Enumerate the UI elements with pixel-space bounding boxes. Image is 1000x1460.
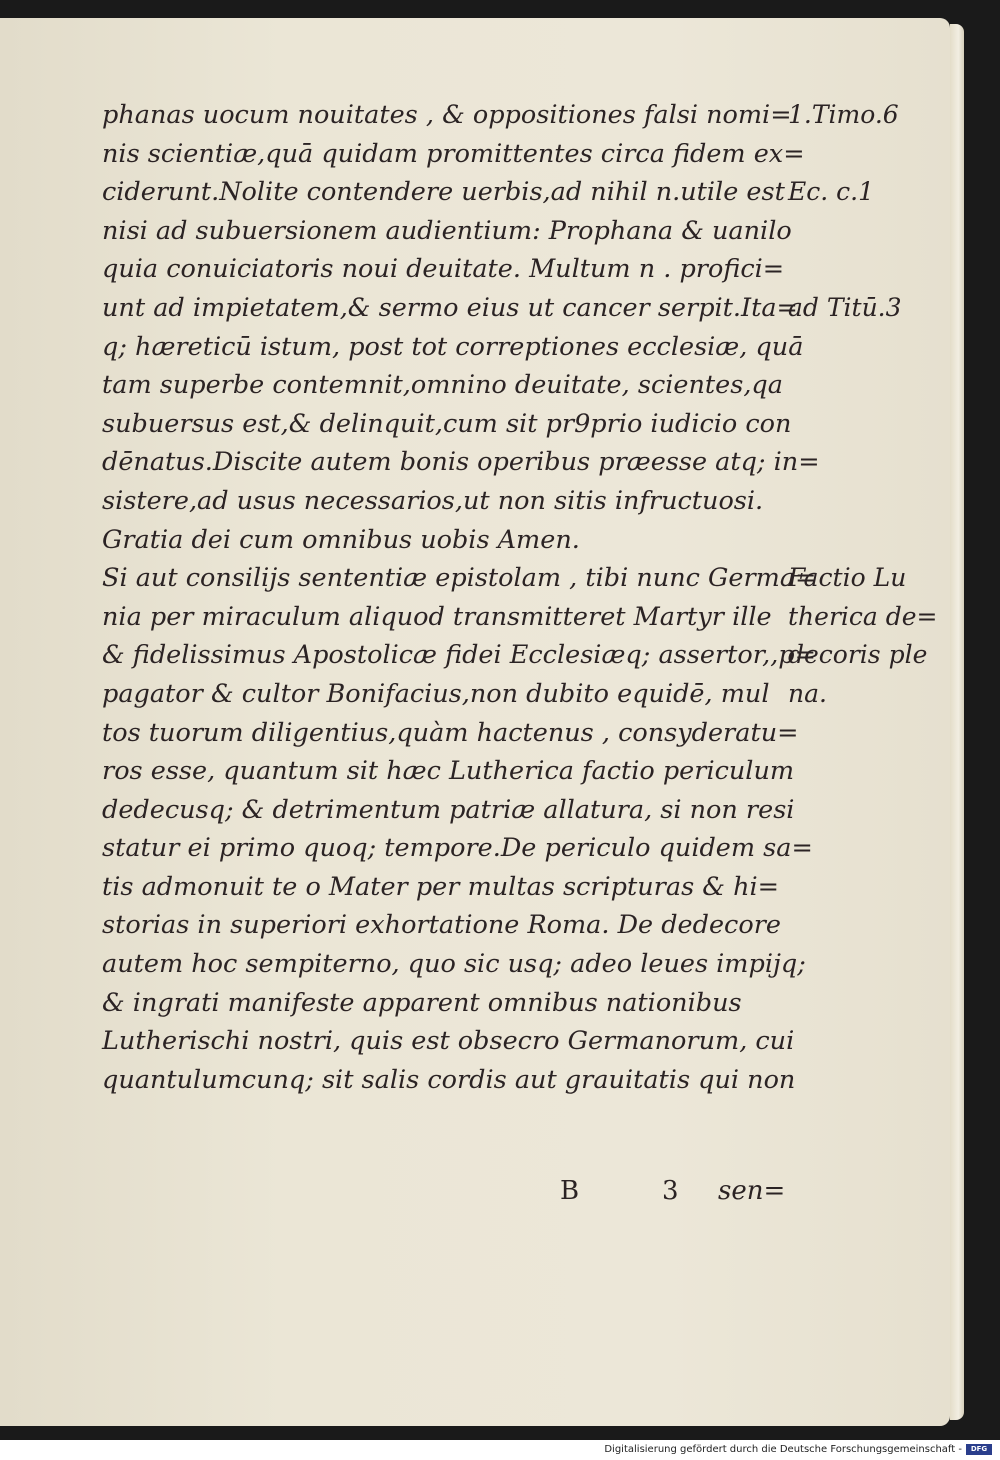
margin-note: Ec. c.1 [788, 177, 874, 207]
text-line: quia conuiciatoris noui deuitate. Multum n . profici= [102, 254, 785, 285]
margin-note: ad Titū.3 [788, 293, 902, 322]
text-line: quantulumcunq; sit salis cordis aut grauitatis qui non [102, 1064, 796, 1095]
catchword: sen= [718, 1176, 786, 1206]
margin-note: 1.Timo.6 [788, 100, 899, 129]
text-line: q; hæreticū istum, post tot correptiones ecclesiæ, quā [102, 331, 804, 362]
text-line: unt ad impietatem,& sermo eius ut cancer serpit.Ita= [102, 292, 798, 323]
page-edge [950, 24, 964, 1420]
dfg-logo-icon: DFG [966, 1444, 992, 1455]
margin-note: therica de= [788, 601, 938, 631]
signature-number: 3 [662, 1176, 679, 1206]
text-line: & fidelissimus Apostolicæ fidei Ecclesiæq; assertor,,p= [102, 640, 816, 671]
text-line: tis admonuit te o Mater per multas scripturas & hi= [102, 871, 780, 902]
text-line: Si aut consilijs sententiæ epistolam , tibi nunc Germa= [102, 563, 817, 594]
signature-mark: B [560, 1176, 580, 1206]
text-line: storias in superiori exhortatione Roma. De dedecore [102, 910, 781, 941]
text-line: nisi ad subuersionem audientium: Prophana & uanilo [102, 215, 792, 246]
credit-bar [0, 1440, 1000, 1460]
margin-note: decoris ple [788, 640, 928, 670]
text-line: phanas uocum nouitates , & oppositiones falsi nomi= [102, 100, 792, 130]
text-line: nis scientiæ,quā quidam promittentes circa fidem ex= [102, 138, 805, 169]
margin-note: Factio Lu [788, 563, 907, 593]
text-line: Gratia dei cum omnibus uobis Amen. [102, 524, 580, 555]
text-line: sistere,ad usus necessarios,ut non sitis infructuosi. [102, 485, 764, 516]
credit-text: Digitalisierung gefördert durch die Deutsche Forschungsgemeinschaft - [604, 1444, 962, 1455]
text-line: subuersus est,& delinquit,cum sit pr9prio iudicio con [102, 408, 792, 439]
text-line: & ingrati manifeste apparent omnibus nationibus [102, 987, 742, 1018]
margin-note: na. [788, 679, 827, 708]
text-line: nia per miraculum aliquod transmitteret Martyr ille [102, 601, 772, 632]
text-line: tos tuorum diligentius,quàm hactenus , consyderatu= [102, 717, 799, 748]
text-line: ciderunt.Nolite contendere uerbis,ad nihil n.utile est [102, 177, 785, 208]
text-line: pagator & cultor Bonifacius,non dubito equidē, mul [102, 678, 770, 709]
main-text-block [102, 96, 820, 1099]
text-line: statur ei primo quoq; tempore.De periculo quidem sa= [102, 833, 813, 864]
text-line: dedecusq; & detrimentum patriæ allatura, si non resi [102, 794, 795, 825]
page-footer [0, 1176, 800, 1216]
text-line: Lutherischi nostri, quis est obsecro Germanorum, cui [102, 1026, 795, 1057]
text-line: ros esse, quantum sit hæc Lutherica factio periculum [102, 756, 795, 787]
text-line: dēnatus.Discite autem bonis operibus præesse atq; in= [102, 447, 820, 478]
text-line: tam superbe contemnit,omnino deuitate, scientes,qa [102, 370, 783, 401]
text-line: autem hoc sempiterno, quo sic usq; adeo leues impijq; [102, 949, 806, 980]
